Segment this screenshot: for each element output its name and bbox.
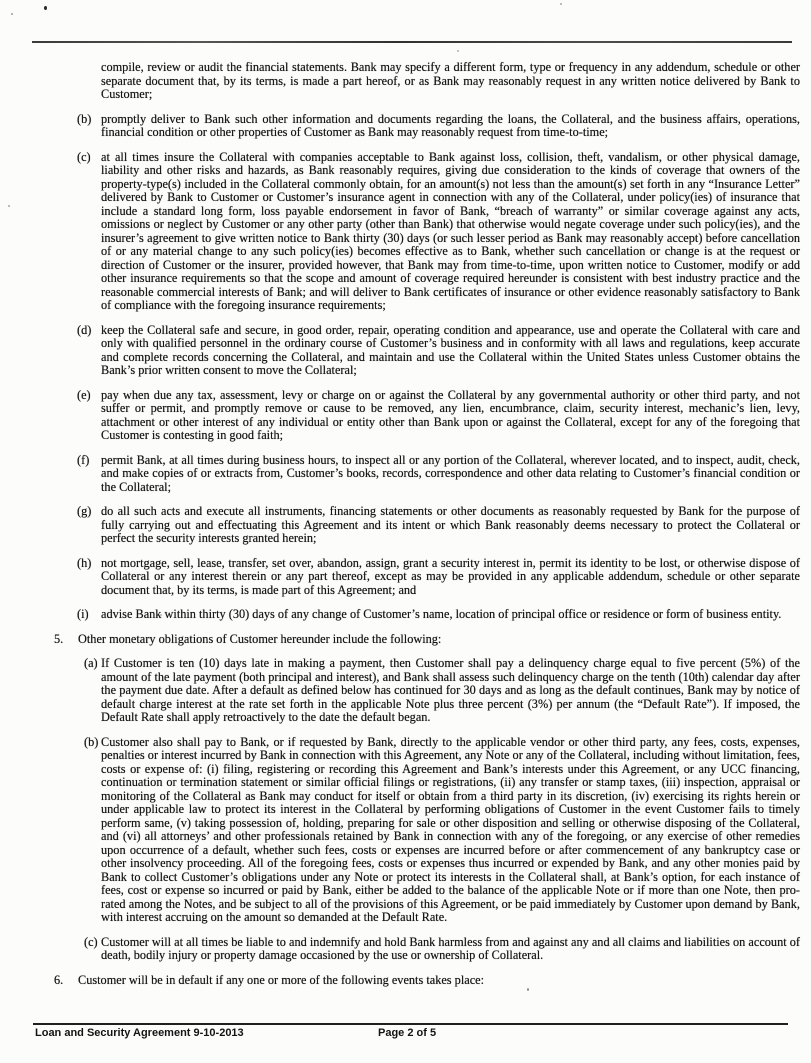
section-5-sublist — [0, 657, 800, 963]
item-text: promptly deliver to Bank such other information and documents regarding the loans, the Collateral, and the business affairs, operations, financial condition or other properties of Customer as Bank may reasonably request from time-to-time; — [101, 111, 800, 139]
list-item-h — [0, 557, 800, 598]
item-label: (g) — [77, 504, 92, 518]
list-item-5c — [0, 936, 800, 963]
item-label: (b) — [77, 111, 92, 126]
section-number: 5. — [54, 631, 64, 646]
ink-speck — [11, 13, 13, 15]
item-label: (c) — [77, 149, 91, 164]
continuation-paragraph: compile, review or audit the financial statements. Bank may specify a different form, type or frequency in any addendum, schedule or other separate document that, by its terms, is made a part hereof, or as Bank may reasonably request in any written notice delivered by Bank to Customer; — [101, 60, 800, 101]
list-item-5b — [0, 736, 800, 925]
item-text: do all such acts and execute all instruments, financing statements or other documents as reasonably requested by Bank for the purpose of fully carrying out and effectuating this Agreement and its intent or which Bank reasonably deems necessary to protect the Collateral or perfect the security interests granted herein; — [101, 504, 800, 545]
list-item-i — [0, 608, 800, 622]
item-text: not mortgage, sell, lease, transfer, set over, abandon, assign, grant a security interest in, permit its identity to be lost, or otherwise dispose of Collateral or any interest therein or any part thereof, except as may be provided in any applicable addendum, schedule or other separate document that, by its terms, is made part of this Agreement; and — [101, 555, 800, 597]
list-item-f — [0, 454, 800, 495]
item-label: (i) — [77, 607, 89, 621]
item-label: (e) — [77, 387, 91, 402]
section-5-heading — [0, 633, 800, 647]
list-item-g — [0, 505, 800, 546]
item-text: permit Bank, at all times during business hours, to inspect all or any portion of the Collateral, wherever located, and to inspect, audit, check, and make copies of or extracts from, Customer’s books, records, correspondence and other data relating to Customer’s financial condition or the Collateral; — [101, 452, 800, 494]
item-label: (d) — [77, 322, 92, 337]
list-item-5a — [0, 657, 800, 725]
item-label: (h) — [77, 555, 92, 570]
item-text: at all times insure the Collateral with companies acceptable to Bank against loss, collision, theft, vandalism, or other physical damage, liability and other risks and hazards, as Bank reasonably requires, giving due consideration to the kinds of coverage that owners of the property-type(s) included in the Collateral commonly obtain, for an amount(s) not less than the amount(s) set forth in any “Insurance Letter” delivered by Bank to Customer or Customer’s insurance agent in connection with any of the Collateral, under policy(ies) of insurance that include a standard long form, loss payable endorsement in favor of Bank, “breach of warranty” or similar coverage against any acts, omissions or neglect by Customer or any other party (other than Bank) that otherwise would negate coverage under such policy(ies), and the insurer’s agreement to give written notice to Bank thirty (30) days (or such lesser period as Bank may reasonably accept) before cancellation of or any material change to any such policy(ies) becomes effective as to Bank, whether such cancellation or change is at the request or direction of Customer or the insurer, provided however, that Bank may from time-to-time, upon written notice to Customer, modify or add other insurance requirements so that the scope and amount of coverage required hereunder is consistent with best industry practice and the reasonable commercial interests of Bank; and will deliver to Bank certificates of insurance or other evidence reasonably satisfactory to Bank of compliance with the foregoing insurance requirements; — [101, 149, 800, 312]
section-number: 6. — [54, 972, 64, 987]
item-text: If Customer is ten (10) days late in making a payment, then Customer shall pay a delinquency charge equal to five percent (5%) of the amount of the late payment (both principal and interest), and Bank shall assess such delinquency charge on the tenth (10th) calendar day after the payment due date. After a default as defined below has continued for 30 days and as long as the default continues, Bank may by notice of default charge interest at the rate set forth in the applicable Note plus three percent (3%) per annum (the “Default Rate”). If imposed, the Default Rate shall apply retroactively to the date the default began. — [101, 656, 800, 724]
item-text: advise Bank within thirty (30) days of any change of Customer’s name, location of principal office or residence or form of business entity. — [101, 607, 782, 621]
item-text: keep the Collateral safe and secure, in good order, repair, operating condition and appearance, use and operate the Collateral with care and only with qualified personnel in the ordinary course of Customer’s business and in conformity with all laws and regulations, keep accurate and complete records concerning the Collateral, and maintain and use the Collateral within the United States unless Customer obtains the Bank’s prior written consent to move the Collateral; — [101, 322, 800, 377]
ink-speck — [44, 6, 47, 10]
section-heading-text: Other monetary obligations of Customer hereunder include the following: — [78, 631, 442, 646]
document-body — [0, 61, 811, 998]
section-heading-text: Customer will be in default if any one or more of the following events takes place: — [78, 972, 485, 987]
list-item-c — [0, 151, 800, 313]
item-text: Customer also shall pay to Bank, or if requested by Bank, directly to the applicable vendor or other third party, any fees, costs, expenses, penalties or interest incurred by Bank in connection with this Agreement, any Note or any of the Collateral, including without limitation, fees, costs or expense of: (i) filing, registering or recording this Agreement and Bank’s interests under this Agreement, or any UCC financing, continuation or termination statement or similar official filings or registrations, (ii) any transfer or stamp taxes, (iii) inspection, appraisal or monitoring of the Collateral as Bank may conduct for itself or obtain from a third party in its discretion, (iv) exercising its rights herein or under applicable law to protect its interest in the Collateral by performing obligations of Customer in the event Customer fails to timely perform same, (v) taking possession of, holding, preparing for sale or other disposition and selling or otherwise disposing of the Collateral, and (vi) all attorneys’ and other professionals retained by Bank in connection with any of the foregoing, or any exercise of other remedies upon occurrence of a default, whether such fees, costs or expenses are incurred before or after commencement of any bankruptcy case or other insolvency proceeding. All of the foregoing fees, costs or expenses thus incurred or expended by Bank, and any other monies paid by Bank to collect Customer’s obligations under any Note or protect its interests in the Collateral shall, at Bank’s option, for each instance of fees, cost or expense so incurred or paid by Bank, either be added to the balance of the applicable Note or if more than one Note, then pro-rated among the Notes, and be subject to all of the provisions of this Agreement, or be paid immediately by Customer upon demand by Bank, with interest accruing on the amount so demanded at the Default Rate. — [101, 734, 800, 924]
footer-document-title: Loan and Security Agreement 9-10-2013 — [35, 1027, 244, 1039]
item-text: pay when due any tax, assessment, levy or charge on or against the Collateral by any governmental authority or other third party, and not suffer or permit, and promptly remove or cause to be removed, any lien, encumbrance, claim, security interest, mechanic’s lien, levy, attachment or other interest of any individual or entity other than Bank upon or against the Collateral, except for any of the foregoing that Customer is contesting in good faith; — [101, 387, 800, 442]
item-label: (a) — [84, 656, 98, 670]
item-label: (b) — [84, 734, 99, 749]
item-label: (f) — [77, 452, 90, 467]
ink-speck — [457, 50, 459, 52]
item-label: (c) — [84, 934, 98, 949]
section-6-heading — [0, 974, 800, 988]
ink-speck — [560, 3, 562, 5]
list-item-e — [0, 389, 800, 443]
item-text: Customer will at all times be liable to and indemnify and hold Bank harmless from and against any and all claims and liabilities on account of death, bodily injury or property damage occasioned by the use or ownership of Collateral. — [101, 934, 800, 962]
footer-page-number: Page 2 of 5 — [378, 1027, 437, 1039]
top-divider-rule — [32, 41, 792, 43]
list-item-d — [0, 324, 800, 378]
covenant-list — [0, 113, 800, 622]
footer-divider-rule — [33, 1023, 788, 1025]
list-item-b — [0, 113, 800, 140]
